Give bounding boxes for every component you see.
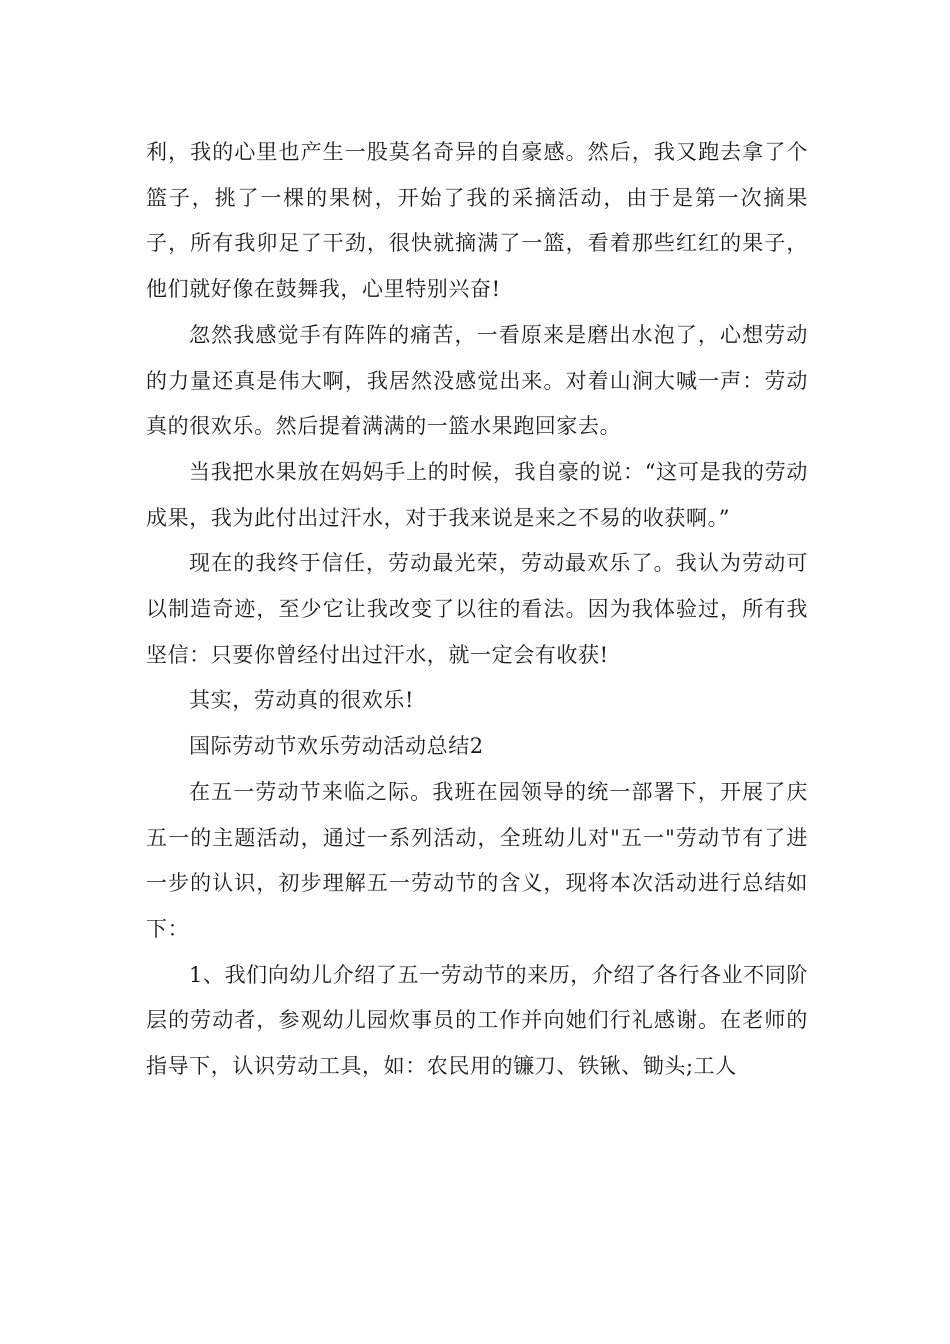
document-body bbox=[146, 130, 808, 1090]
paragraph-5: 其实，劳动真的很欢乐! bbox=[189, 688, 415, 713]
paragraph-1: 利，我的心里也产生一股莫名奇异的自豪感。然后，我又跑去拿了个篮子，挑了一棵的果树，开始了我的采摘活动，由于是第一次摘果子，所有我卯足了干劲，很快就摘满了一篮，看着那些红红的果子，他们就好像在鼓舞我，心里特别兴奋! bbox=[146, 140, 808, 302]
paragraph-3: 当我把水果放在妈妈手上的时候，我自豪的说：“这可是我的劳动成果，我为此付出过汗水，对于我来说是来之不易的收获啊。” bbox=[146, 459, 808, 530]
paragraph-2: 忽然我感觉手有阵阵的痛苦，一看原来是磨出水泡了，心想劳动的力量还真是伟大啊，我居然没感觉出来。对着山涧大喊一声：劳动真的很欢乐。然后提着满满的一篮水果跑回家去。 bbox=[146, 322, 808, 439]
section-heading: 国际劳动节欢乐劳动活动总结2 bbox=[189, 734, 484, 759]
paragraph-4: 现在的我终于信任，劳动最光荣，劳动最欢乐了。我认为劳动可以制造奇迹，至少它让我改变了以往的看法。因为我体验过，所有我坚信：只要你曾经付出过汗水，就一定会有收获! bbox=[146, 551, 808, 667]
paragraph-8: 1、我们向幼儿介绍了五一劳动节的来历，介绍了各行各业不同阶层的劳动者，参观幼儿园炊事员的工作并向她们行礼感谢。在老师的指导下，认识劳动工具，如：农民用的镰刀、铁锹、锄头;工人 bbox=[146, 962, 808, 1079]
paragraph-7: 在五一劳动节来临之际。我班在园领导的统一部署下，开展了庆五一的主题活动，通过一系列活动，全班幼儿对"五一"劳动节有了进一步的认识，初步理解五一劳动节的含义，现将本次活动进行总结如下： bbox=[146, 779, 808, 941]
